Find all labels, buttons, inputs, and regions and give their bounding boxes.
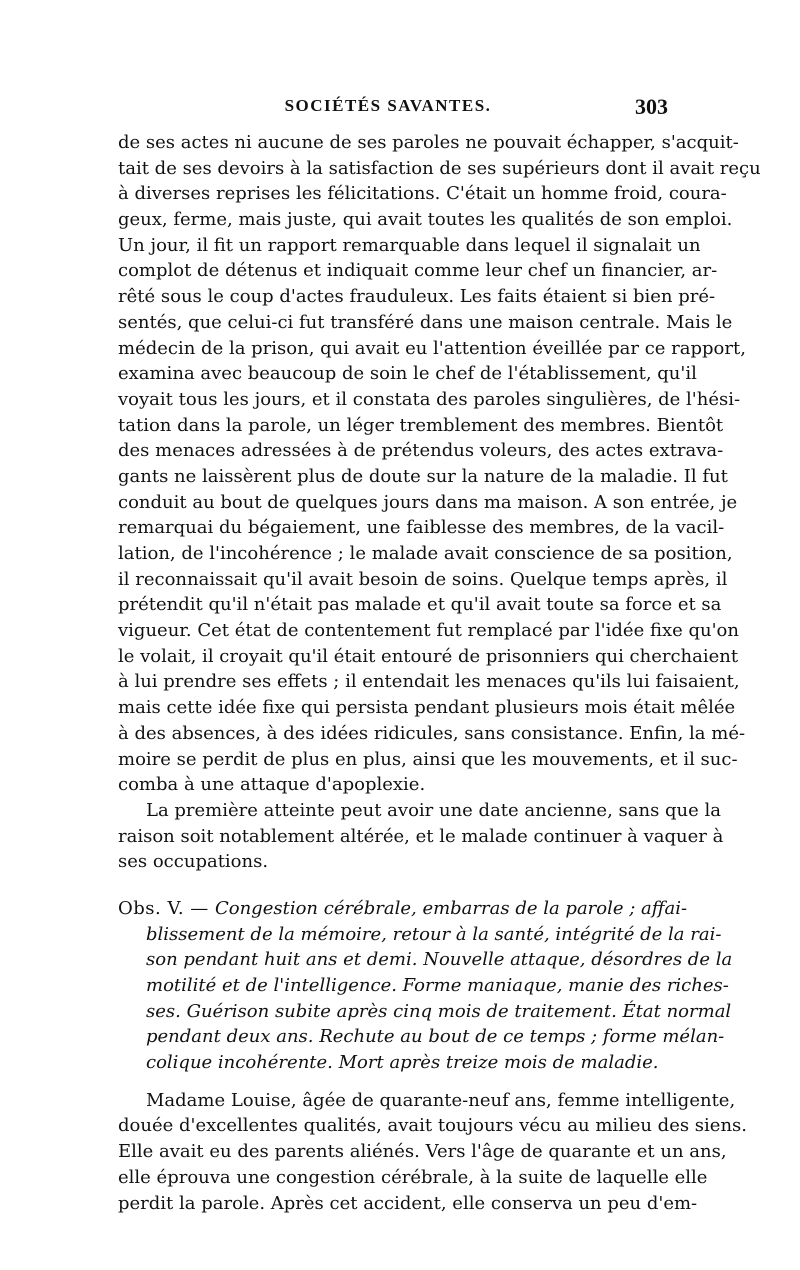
text-line: Elle avait eu des parents aliénés. Vers l'âge de quarante et un ans, [118, 1141, 727, 1163]
text-line: tait de ses devoirs à la satisfaction de ses supérieurs dont il avait reçu [118, 157, 761, 179]
text-line: geux, ferme, mais juste, qui avait toutes les qualités de son emploi. [118, 209, 733, 231]
text-line: Madame Louise, âgée de quarante-neuf ans, femme intelligente, [146, 1089, 736, 1111]
text-line: il reconnaissait qu'il avait besoin de soins. Quelque temps après, il [118, 568, 728, 590]
text-line: sentés, que celui-ci fut transféré dans une maison centrale. Mais le [118, 311, 733, 333]
text-line: moire se perdit de plus en plus, ainsi que les mouvements, et il suc- [118, 748, 738, 770]
page-number: 303 [635, 94, 668, 119]
observation-line: son pendant huit ans et demi. Nouvelle attaque, désordres de la [146, 949, 733, 971]
text-line: médecin de la prison, qui avait eu l'attention éveillée par ce rapport, [118, 337, 746, 359]
text-line: rêté sous le coup d'actes frauduleux. Les faits étaient si bien pré- [118, 286, 716, 308]
text-line: mais cette idée fixe qui persista pendant plusieurs mois était mêlée [118, 697, 736, 719]
text-line: tation dans la parole, un léger tremblement des membres. Bientôt [118, 414, 724, 436]
text-line: La première atteinte peut avoir une date ancienne, sans que la [146, 799, 722, 821]
observation-line: blissement de la mémoire, retour à la santé, intégrité de la rai- [146, 923, 722, 945]
text-line: voyait tous les jours, et il constata des paroles singulières, de l'hési- [118, 388, 741, 410]
text-line: douée d'excellentes qualités, avait toujours vécu au milieu des siens. [118, 1115, 747, 1137]
observation-line: pendant deux ans. Rechute au bout de ce temps ; forme mélan- [146, 1026, 725, 1048]
text-line: prétendit qu'il n'était pas malade et qu'il avait toute sa force et sa [118, 594, 722, 616]
paragraph-1 [118, 130, 761, 798]
paragraph-2 [118, 798, 724, 875]
observation-line: ses. Guérison subite après cinq mois de traitement. État normal [146, 1000, 732, 1022]
text-line: elle éprouva une congestion cérébrale, à la suite de laquelle elle [118, 1166, 708, 1188]
observation-line: motilité et de l'intelligence. Forme maniaque, manie des riches- [146, 975, 729, 996]
running-head [118, 94, 668, 130]
text-line: raison soit notablement altérée, et le malade continuer à vaquer à [118, 825, 724, 847]
text-line: à lui prendre ses effets ; il entendait les menaces qu'ils lui faisaient, [118, 671, 740, 693]
text-line: conduit au bout de quelques jours dans ma maison. A son entrée, je [118, 491, 738, 513]
text-line: à diverses reprises les félicitations. C'était un homme froid, coura- [118, 183, 727, 205]
text-line: lation, de l'incohérence ; le malade avait conscience de sa position, [118, 543, 733, 564]
text-line: remarquai du bégaiement, une faiblesse des membres, de la vacil- [118, 517, 725, 539]
text-line: comba à une attaque d'apoplexie. [118, 774, 426, 796]
text-line: perdit la parole. Après cet accident, elle conserva un peu d'em- [118, 1192, 698, 1214]
observation-label: Obs. V. — [118, 897, 215, 919]
observation-heading [118, 896, 733, 1076]
text-line: examina avec beaucoup de soin le chef de l'établissement, qu'il [118, 363, 697, 385]
text-line: le volait, il croyait qu'il était entouré de prisonniers qui cherchaient [118, 645, 739, 667]
observation-line [118, 896, 688, 922]
observation-line: colique incohérente. Mort après treize mois de maladie. [146, 1052, 659, 1074]
observation-text: Congestion cérébrale, embarras de la parole ; affai- [214, 897, 688, 919]
text-line: ses occupations. [118, 851, 269, 873]
text-line: vigueur. Cet état de contentement fut remplacé par l'idée fixe qu'on [118, 620, 739, 642]
text-line: de ses actes ni aucune de ses paroles ne pouvait échapper, s'acquit- [118, 132, 739, 153]
text-line: à des absences, à des idées ridicules, sans consistance. Enfin, la mé- [118, 722, 746, 744]
page-header-title: SOCIÉTÉS SAVANTES. [284, 96, 492, 115]
text-line: Un jour, il fit un rapport remarquable dans lequel il signalait un [118, 234, 701, 256]
text-line: gants ne laissèrent plus de doute sur la nature de la maladie. Il fut [118, 465, 728, 487]
body-text [118, 130, 761, 1216]
text-line: des menaces adressées à de prétendus voleurs, des actes extrava- [118, 440, 724, 462]
paragraph-3 [118, 1088, 747, 1216]
text-line: complot de détenus et indiquait comme leur chef un financier, ar- [118, 260, 718, 282]
